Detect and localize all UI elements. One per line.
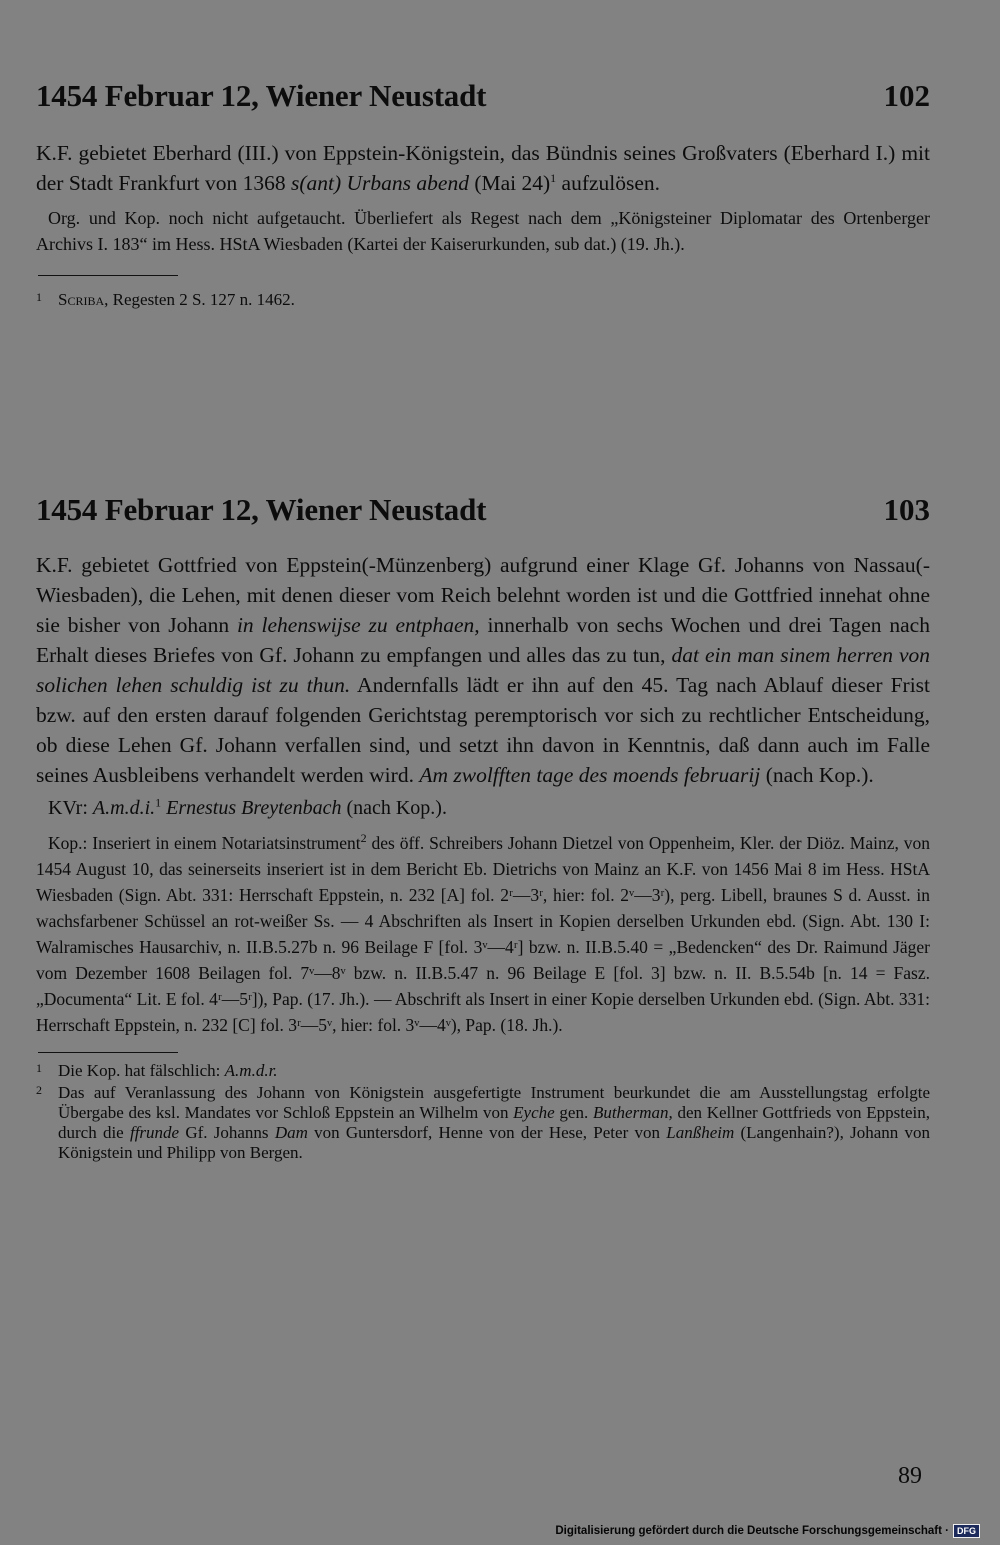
entry-title: 1454 Februar 12, Wiener Neustadt	[36, 78, 487, 113]
tradition-note: Kop.: Inseriert in einem Notariatsinstrument$^2$ des öff. Schreibers Johann Dietzel von Oppenheim, Kler. der Diöz. Mainz, von 1454 August 10, das seinerseits inseriert ist in dem Bericht Eb. Dietrichs von Mainz an K.F. von 1456 Mai 8 im Hess. HStA Wiesbaden (Sign. Abt. 331: Herrschaft Eppstein, n. 232 [A] fol. 2ʳ—3ʳ, hier: fol. 2ᵛ—3ʳ), perg. Libell, braunes S d. Ausst. in wachsfarbener Schüssel an rot-weißer Ss. — 4 Abschriften als Insert in Kopien derselben Urkunden ebd. (Sign. Abt. 130 I: Walramisches Hausarchiv, n. II.B.5.27b n. 96 Beilage F [fol. 3ᵛ—4ʳ] bzw. n. II.B.5.40 = „Bedencken“ des Dr. Raimund Jäger vom Dezember 1608 Beilagen fol. 7ᵛ—8ᵛ bzw. n. II.B.5.47 n. 96 Beilage E [fol. 3] bzw. n. II. B.5.54b [n. 14 = Fasz. „Documenta“ Lit. E fol. 4ʳ—5ʳ]), Pap. (17. Jh.). — Abschrift als Insert in einer Kopie derselben Urkunden ebd. (Sign. Abt. 331: Herrschaft Eppstein, n. 232 [C] fol. 3ʳ—5ᵛ, hier: fol. 3ᵛ—4ᵛ), Pap. (18. Jh.).	[36, 831, 930, 1035]
entry-title: 1454 Februar 12, Wiener Neustadt	[36, 492, 487, 527]
footnote-1: 1 Die Kop. hat fälschlich: A.m.d.r.	[36, 1061, 278, 1080]
page-number: 89	[898, 1463, 922, 1489]
regest-text: K.F. gebietet Eberhard (III.) von Eppstein-Königstein, das Bündnis seines Großvaters (Eberhard I.) mit der Stadt Frankfurt von 1368 s(ant) Urbans abend (Mai 24)$^1$ aufzulösen.	[36, 141, 930, 195]
footnote-divider	[38, 1052, 178, 1053]
footnote-marker: 1	[155, 795, 162, 810]
footnote-marker: 1	[550, 170, 557, 185]
funding-credit	[555, 1524, 980, 1538]
credit-text: Digitalisierung gefördert durch die Deutsche Forschungsgemeinschaft ·	[555, 1525, 949, 1537]
tradition-note: Org. und Kop. noch nicht aufgetaucht. Überliefert als Regest nach dem „Königsteiner Diplomatar des Ortenberger Archivs I. 183“ im Hess. HStA Wiesbaden (Kartei der Kaiserurkunden, sub dat.) (19. Jh.).	[36, 208, 930, 254]
entry-header	[36, 78, 930, 122]
kvr-line: KVr: A.m.d.i.$^1$ Ernestus Breytenbach (nach Kop.).	[48, 795, 447, 819]
entry-number: 103	[883, 492, 930, 527]
footnote-1: 1 Scriba, Regesten 2 S. 127 n. 1462.	[36, 290, 295, 309]
dfg-logo-icon: DFG	[953, 1524, 980, 1538]
regest-text: K.F. gebietet Gottfried von Eppstein(-Münzenberg) aufgrund einer Klage Gf. Johanns von Nassau(-Wiesbaden), die Lehen, mit denen dieser vom Reich belehnt worden ist und die Gottfried innehat ohne sie bisher von Johann in lehenswijse zu entphaen, innerhalb von sechs Wochen und drei Tagen nach Erhalt dieses Briefes von Gf. Johann zu empfangen und alles das zu tun, dat ein man sinem herren von solichen lehen schuldig ist zu thun. Andernfalls lädt er ihn auf den 45. Tag nach Ablauf dieser Frist bzw. auf den ersten darauf folgenden Gerichtstag peremptorisch vor sich zu rechtlicher Entscheidung, ob diese Lehen Gf. Johann verfallen sind, und setzt ihn davon in Kenntnis, daß dann auch im Falle seines Ausbleibens verhandelt werden wird. Am zwolfften tage des moends februarij (nach Kop.).	[36, 553, 931, 787]
entry-number: 102	[883, 78, 930, 113]
footnote-divider	[38, 275, 178, 276]
footnote-2: 2 Das auf Veranlassung des Johann von Königstein ausgefertigte Instrument beurkundet die am Ausstellungstag erfolgte Übergabe des ksl. Mandates vor Schloß Eppstein an Wilhelm von Eyche gen. Butherman, den Kellner Gottfrieds von Eppstein, durch die ffrunde Gf. Johanns Dam von Guntersdorf, Henne von der Hese, Peter von Lanßheim (Langenhain?), Johann von Königstein und Philipp von Bergen.	[36, 1083, 930, 1162]
entry-header	[36, 492, 930, 536]
entry-102	[36, 78, 930, 310]
entry-103	[36, 492, 930, 1163]
footnote-marker: 2	[360, 831, 367, 846]
